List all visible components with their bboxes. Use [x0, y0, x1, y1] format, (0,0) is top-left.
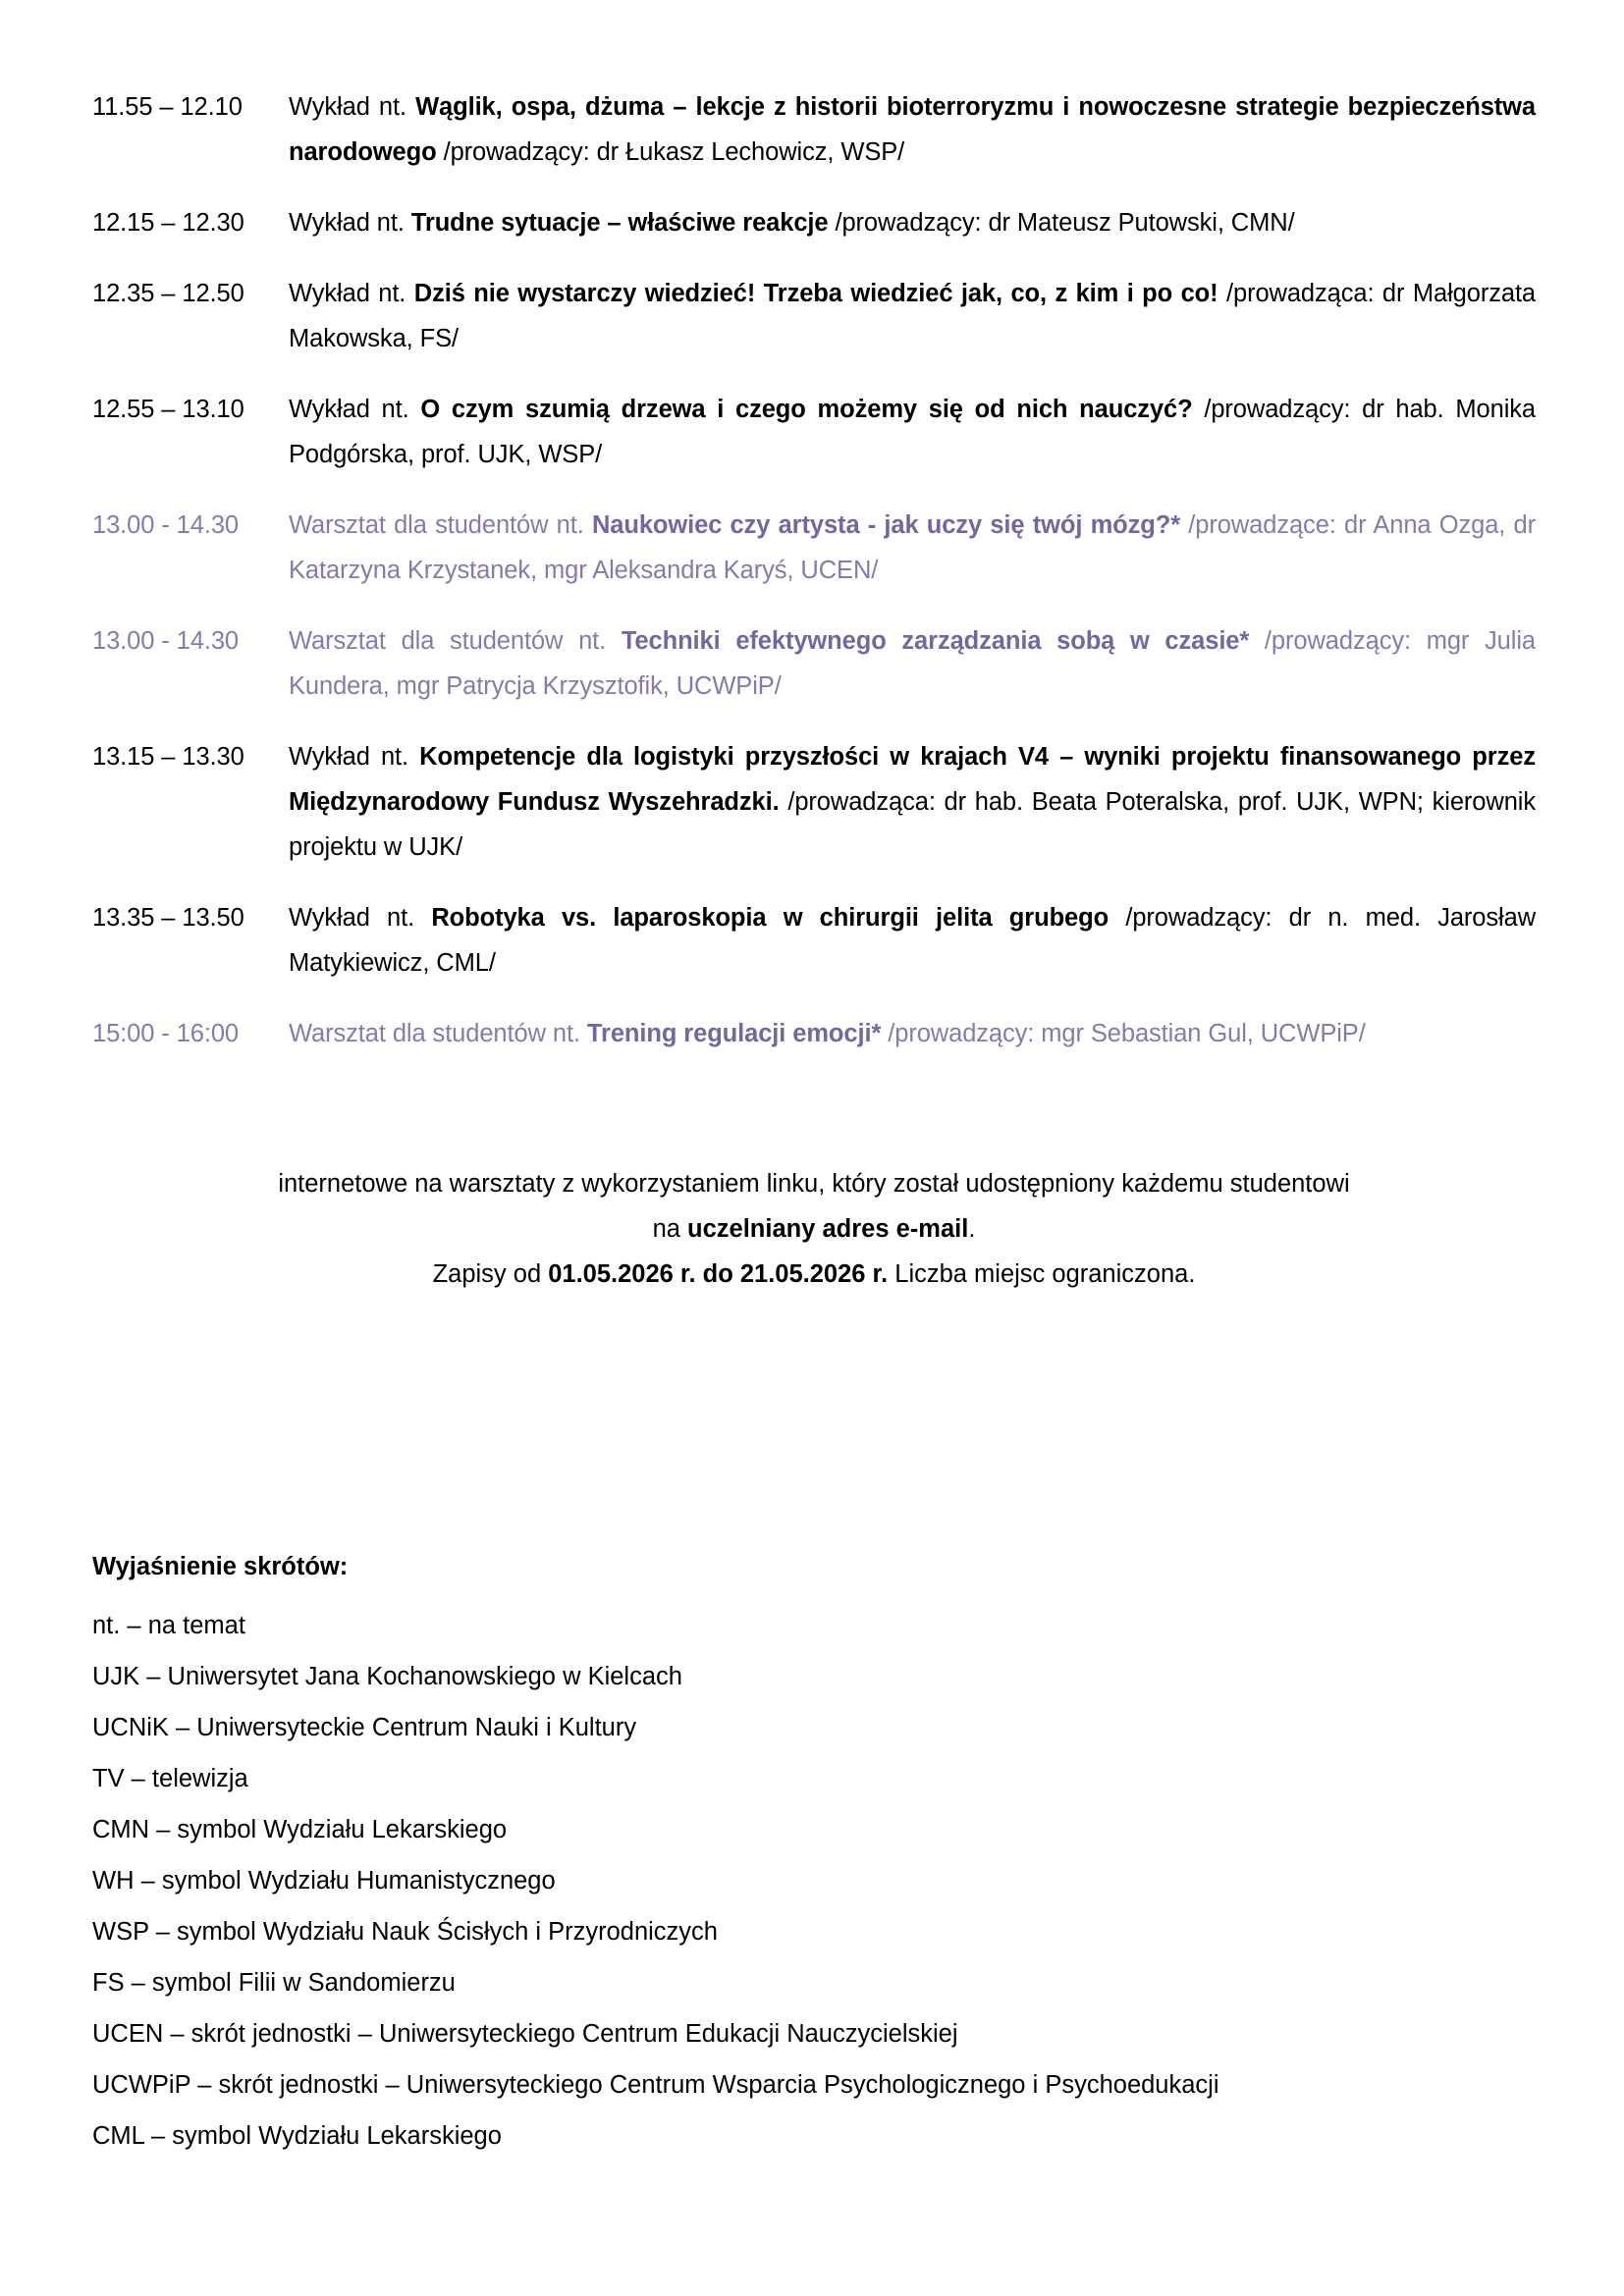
abbreviation-item: FS – symbol Filii w Sandomierzu [92, 1969, 456, 1997]
note-line-3-suffix: Liczba miejsc ograniczona. [888, 1260, 1196, 1288]
abbreviation-item: CMN – symbol Wydziału Lekarskiego [92, 1816, 508, 1843]
abbreviation-item: nt. – na temat [92, 1612, 245, 1639]
schedule-list [92, 84, 1536, 1056]
entry-presenter: /prowadzący: mgr Julia Kundera, mgr Patrycja Krzysztofik, UCWPiP/ [289, 627, 1536, 700]
entry-time: 13.00 - 14.30 [92, 627, 239, 655]
schedule-entry [92, 200, 1536, 245]
entry-body [289, 387, 1536, 477]
schedule-entry [92, 271, 1536, 361]
entry-kind: Wykład nt. [289, 904, 432, 932]
entry-presenter: /prowadzący: dr Łukasz Lechowicz, WSP/ [436, 138, 905, 166]
abbreviation-item: WH – symbol Wydziału Humanistycznego [92, 1867, 556, 1895]
entry-body [289, 734, 1536, 870]
schedule-entry [92, 1011, 1536, 1056]
abbreviation-item: UCWPiP – skrót jednostki – Uniwersyteckiego Centrum Wsparcia Psychologicznego i Psychoedukacji [92, 2071, 1219, 2099]
note-line-2-prefix: na [652, 1215, 688, 1243]
abbreviation-item: TV – telewizja [92, 1765, 248, 1792]
note-line-2-suffix: . [968, 1215, 976, 1243]
note-line-1: internetowe na warsztaty z wykorzystaniem linku, który został udostępniony każdemu studentowi [278, 1170, 1350, 1198]
entry-kind: Wykład nt. [289, 743, 420, 771]
schedule-entry [92, 503, 1536, 593]
entry-topic: Techniki efektywnego zarządzania sobą w czasie* [621, 627, 1250, 655]
entry-body [289, 503, 1536, 593]
schedule-entry [92, 84, 1536, 175]
entry-presenter: /prowadzące: dr Anna Ozga, dr Katarzyna Krzystanek, mgr Aleksandra Karyś, UCEN/ [289, 511, 1536, 584]
entry-kind: Warsztat dla studentów nt. [289, 511, 592, 539]
entry-time: 11.55 – 12.10 [92, 93, 243, 121]
entry-presenter: /prowadząca: dr hab. Beata Poteralska, prof. UJK, WPN; kierownik projektu w UJK/ [289, 788, 1536, 861]
abbreviation-item: UCEN – skrót jednostki – Uniwersyteckiego Centrum Edukacji Nauczycielskiej [92, 2020, 958, 2048]
entry-body [289, 271, 1536, 361]
entry-topic: Wąglik, ospa, dżuma – lekcje z historii bioterroryzmu i nowoczesne strategie bezpieczeństwa narodowego [289, 93, 1536, 166]
schedule-entry [92, 895, 1536, 986]
abbreviation-item: WSP – symbol Wydziału Nauk Ścisłych i Przyrodniczych [92, 1918, 718, 1946]
entry-presenter: /prowadzący: dr n. med. Jarosław Matykiewicz, CML/ [289, 904, 1537, 977]
entry-body [289, 895, 1536, 986]
abbreviations-list [92, 1600, 1536, 2162]
entry-time: 12.15 – 12.30 [92, 209, 244, 237]
entry-topic: Naukowiec czy artysta - jak uczy się twój mózg?* [591, 511, 1181, 539]
entry-kind: Wykład nt. [289, 93, 416, 121]
abbreviation-item: UCNiK – Uniwersyteckie Centrum Nauki i Kultury [92, 1714, 637, 1741]
note-line-3 [92, 1252, 1536, 1297]
entry-body [289, 1011, 1536, 1056]
entry-time: 12.55 – 13.10 [92, 396, 244, 423]
entry-topic: Trudne sytuacje – właściwe reakcje [410, 209, 829, 237]
entry-topic: Kompetencje dla logistyki przyszłości w krajach V4 – wyniki projektu finansowanego przez Międzynarodowy Fundusz Wyszehradzki. [289, 743, 1536, 816]
note-line-2 [92, 1206, 1536, 1252]
schedule-entry [92, 387, 1536, 477]
entry-presenter: /prowadzący: mgr Sebastian Gul, UCWPiP/ [881, 1020, 1366, 1047]
entry-time: 15:00 - 16:00 [92, 1020, 239, 1047]
entry-time: 13.00 - 14.30 [92, 511, 239, 539]
registration-note [92, 1161, 1536, 1297]
schedule-entry [92, 734, 1536, 870]
schedule-entry [92, 618, 1536, 709]
abbreviation-item: CML – symbol Wydziału Lekarskiego [92, 2122, 502, 2150]
entry-kind: Wykład nt. [289, 209, 411, 237]
entry-time: 13.15 – 13.30 [92, 743, 244, 771]
entry-presenter: /prowadzący: dr hab. Monika Podgórska, prof. UJK, WSP/ [289, 396, 1536, 468]
abbreviations-section [92, 1541, 1536, 2162]
entry-body [289, 618, 1536, 709]
entry-presenter: /prowadzący: dr Mateusz Putowski, CMN/ [828, 209, 1295, 237]
note-line-3-prefix: Zapisy od [432, 1260, 549, 1288]
entry-kind: Wykład nt. [289, 396, 421, 423]
entry-kind: Wykład nt. [289, 280, 414, 307]
entry-kind: Warsztat dla studentów nt. [289, 627, 622, 655]
note-line-2-bold: uczelniany adres e-mail [687, 1215, 969, 1243]
note-line-3-bold: 01.05.2026 r. do 21.05.2026 r. [548, 1260, 889, 1288]
entry-body [289, 84, 1536, 175]
entry-topic: Robotyka vs. laparoskopia w chirurgii jelita grubego [431, 904, 1110, 932]
entry-kind: Warsztat dla studentów nt. [289, 1020, 587, 1047]
entry-topic: O czym szumią drzewa i czego możemy się od nich nauczyć? [420, 396, 1193, 423]
entry-time: 12.35 – 12.50 [92, 280, 244, 307]
abbreviation-item: UJK – Uniwersytet Jana Kochanowskiego w Kielcach [92, 1663, 682, 1690]
entry-body [289, 200, 1536, 245]
entry-topic: Trening regulacji emocji* [586, 1020, 882, 1047]
entry-presenter: /prowadząca: dr Małgorzata Makowska, FS/ [289, 280, 1537, 352]
entry-topic: Dziś nie wystarczy wiedzieć! Trzeba wiedzieć jak, co, z kim i po co! [413, 280, 1218, 307]
abbreviations-heading: Wyjaśnienie skrótów: [92, 1553, 349, 1580]
entry-time: 13.35 – 13.50 [92, 904, 244, 932]
